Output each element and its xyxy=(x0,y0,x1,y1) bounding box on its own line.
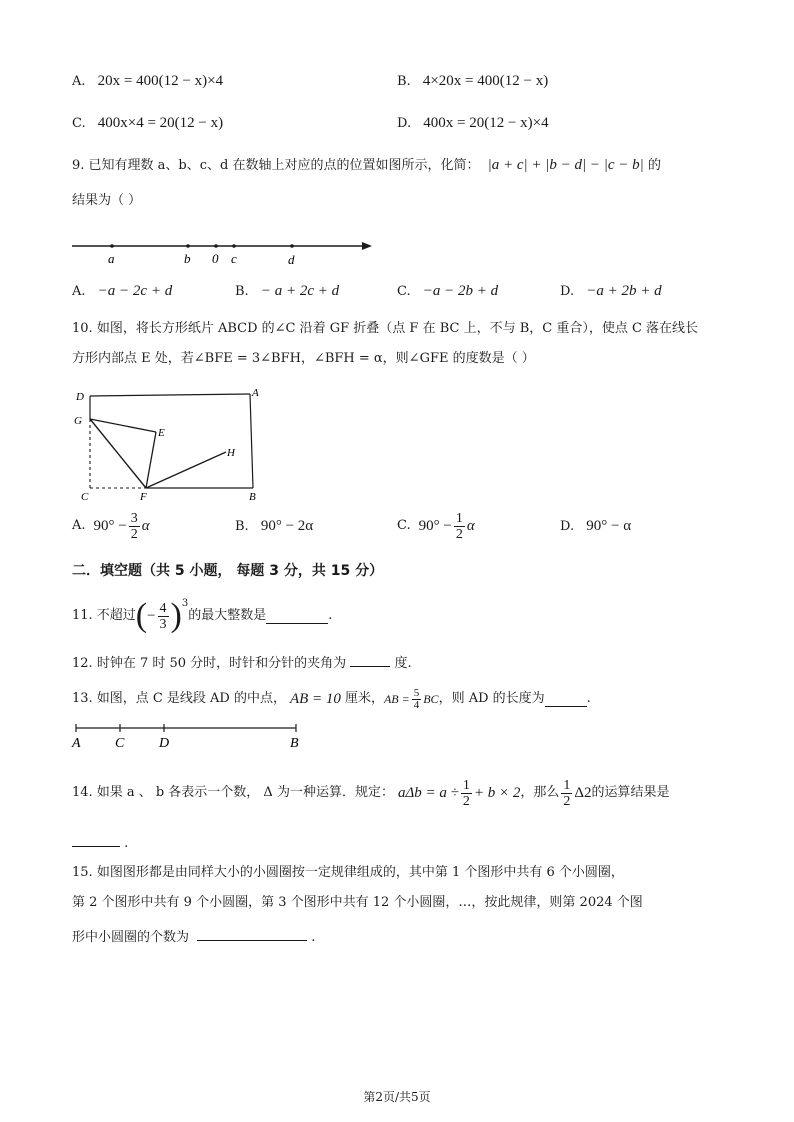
q10-option-b xyxy=(235,517,313,536)
answer-blank[interactable] xyxy=(350,652,390,667)
option-expr-pre: 90° − xyxy=(418,518,452,534)
q14-def-rhs: + b × 2 xyxy=(473,785,521,801)
q9-stem xyxy=(72,156,661,175)
q13-expr-1: AB = 10 xyxy=(289,691,341,707)
fraction-denominator: 3 xyxy=(159,616,167,632)
label-B: B xyxy=(249,491,256,503)
q13-end: . xyxy=(586,691,591,706)
fraction xyxy=(454,511,465,542)
option-expr: 400x = 20(12 − x)×4 xyxy=(423,115,549,131)
q9-stem-text: 已知有理数 a、b、c、d 在数轴上对应的点的位置如图所示，化简： xyxy=(88,158,480,173)
label-b: b xyxy=(184,251,191,266)
q13 xyxy=(72,682,591,716)
q11-sign: − xyxy=(147,608,156,624)
fraction-numerator: 3 xyxy=(130,510,138,526)
q9-stem-tail: 的 xyxy=(647,158,661,173)
q11-exponent: 3 xyxy=(181,598,189,609)
q12-text: 时钟在 7 时 50 分时，时针和分针的夹角为 xyxy=(96,656,347,671)
paren-left: ( xyxy=(135,597,148,634)
q11-end: . xyxy=(328,608,333,623)
q10-stem-text: 如图，将长方形纸片 ABCD 的∠C 沿着 GF 折叠（点 F 在 BC 上，不与 B，C 重合），使点 C 落在线长 xyxy=(96,321,699,336)
q14-q-rest: Δ2 xyxy=(574,785,592,801)
option-expr: 90° − 2α xyxy=(260,518,314,534)
option-expr-pre: 90° − xyxy=(93,518,127,534)
q14-text-1: 如果 a 、 b 各表示一个数， Δ 为一种运算．规定： xyxy=(96,785,394,800)
option-key: B. xyxy=(235,519,249,534)
segment-GE xyxy=(90,419,156,432)
q9-option-d xyxy=(560,282,662,301)
answer-blank[interactable] xyxy=(266,609,328,624)
option-key: D. xyxy=(397,116,412,131)
q14-def-lhs: aΔb = a ÷ xyxy=(397,785,459,801)
q10-stem-line-2: 方形内部点 E 处，若∠BFE = 3∠BFH，∠BFH = α，则∠GFE 的度数是（ ） xyxy=(72,351,535,366)
segment-FH xyxy=(146,452,226,488)
option-expr: −a − 2c + d xyxy=(97,283,173,299)
label-F: F xyxy=(140,491,147,503)
q13-segment-figure xyxy=(70,722,310,752)
option-key: D. xyxy=(560,519,575,534)
q11 xyxy=(72,594,332,638)
q11-text-post: 的最大整数是 xyxy=(188,608,267,623)
label-zero: 0 xyxy=(212,251,219,266)
q15-end: . xyxy=(311,930,316,945)
fraction xyxy=(412,688,422,711)
fraction xyxy=(561,778,572,809)
q10-option-d xyxy=(560,517,631,536)
question-number: 14. xyxy=(72,785,93,800)
q15-line-3 xyxy=(72,926,315,947)
q9-option-a xyxy=(72,282,172,301)
page-number: 第2页/共5页 xyxy=(363,1090,431,1104)
answer-blank[interactable] xyxy=(72,832,120,847)
label-C: C xyxy=(115,736,125,751)
q14-text-2: ，那么 xyxy=(520,785,560,800)
point-d xyxy=(290,244,294,248)
q8-option-a xyxy=(72,72,223,91)
point-c xyxy=(232,244,236,248)
option-key: B. xyxy=(235,284,249,299)
q12-unit: 度. xyxy=(394,656,412,671)
option-key: C. xyxy=(397,284,411,299)
q9-option-c xyxy=(397,282,498,301)
option-key: C. xyxy=(397,518,411,533)
q13-text-3: ，则 AD 的长度为 xyxy=(438,691,545,706)
option-key: A. xyxy=(72,284,86,299)
label-D: D xyxy=(76,391,84,403)
option-key: C. xyxy=(72,116,86,131)
q15-line-1 xyxy=(72,864,624,882)
label-a: a xyxy=(108,251,115,266)
number-line-arrow xyxy=(362,242,372,250)
option-expr: −a − 2b + d xyxy=(422,283,499,299)
label-H: H xyxy=(227,447,235,459)
fraction-denominator: 2 xyxy=(563,793,571,809)
fraction-numerator: 1 xyxy=(455,510,463,526)
label-E: E xyxy=(158,427,165,439)
q9-option-b xyxy=(235,282,339,301)
label-d: d xyxy=(288,252,295,267)
question-number: 11. xyxy=(72,608,93,623)
edge-DA xyxy=(90,394,250,396)
q9-abs-expression: |a + c| + |b − d| − |c − b| xyxy=(487,157,644,173)
q8-option-c xyxy=(72,114,223,133)
q10-option-c xyxy=(397,508,475,544)
answer-blank[interactable] xyxy=(545,692,587,707)
option-expr: − a + 2c + d xyxy=(260,283,340,299)
edge-AB xyxy=(250,394,253,488)
question-number: 15. xyxy=(72,865,93,880)
q12 xyxy=(72,652,412,673)
q10-rectangle-figure xyxy=(70,382,270,504)
fraction-denominator: 2 xyxy=(130,526,138,542)
label-B: B xyxy=(290,736,299,751)
q13-rhs: BC xyxy=(423,692,439,706)
q14-text-3: 的运算结果是 xyxy=(591,785,670,800)
option-expr-post: α xyxy=(141,518,150,534)
option-expr: 400x×4 = 20(12 − x) xyxy=(97,115,224,131)
fraction-numerator: 4 xyxy=(159,600,167,616)
segment-EF xyxy=(146,432,156,488)
option-key: A. xyxy=(72,74,86,89)
option-expr: 20x = 400(12 − x)×4 xyxy=(97,73,224,89)
fraction-denominator: 2 xyxy=(462,793,470,809)
fraction-denominator: 2 xyxy=(455,526,463,542)
q15-text-3: 形中小圆圈的个数为 xyxy=(72,930,190,945)
point-zero xyxy=(214,244,218,248)
fraction xyxy=(158,601,169,632)
q14-end: . xyxy=(124,836,129,851)
q13-text-1: 如图，点 C 是线段 AD 的中点， xyxy=(96,691,286,706)
question-number: 12. xyxy=(72,656,93,671)
question-number: 10. xyxy=(72,321,93,336)
label-G: G xyxy=(74,415,82,427)
q11-text-pre: 不超过 xyxy=(96,608,136,623)
q9-stem-line-2: 结果为（ ） xyxy=(72,193,142,208)
paren-right: ) xyxy=(170,597,182,634)
option-expr-post: α xyxy=(466,518,475,534)
fraction-numerator: 1 xyxy=(563,777,571,793)
option-expr: 4×20x = 400(12 − x) xyxy=(422,73,549,89)
q10-option-a xyxy=(72,508,150,544)
point-a xyxy=(110,244,114,248)
label-A: A xyxy=(252,387,259,399)
fraction xyxy=(461,778,472,809)
option-key: A. xyxy=(72,518,86,533)
fraction-denominator: 4 xyxy=(413,698,420,711)
q13-text-2: 厘米， xyxy=(344,691,384,706)
fraction-numerator: 1 xyxy=(462,777,470,793)
label-C: C xyxy=(81,491,89,503)
q13-lhs: AB = xyxy=(383,692,410,706)
fold-GF xyxy=(90,419,146,488)
option-key: B. xyxy=(397,74,411,89)
q15-text-1: 如图图形都是由同样大小的小圆圈按一定规律组成的，其中第 1 个图形中共有 6 个小圆圈， xyxy=(96,865,624,880)
label-A: A xyxy=(72,736,81,751)
q14-answer-line xyxy=(72,832,128,853)
q8-option-d xyxy=(397,114,549,133)
fraction-numerator: 5 xyxy=(413,686,420,699)
question-number: 13. xyxy=(72,691,93,706)
q9-number-line xyxy=(66,236,386,270)
option-expr: 90° − α xyxy=(586,518,632,534)
question-number: 9. xyxy=(72,158,85,173)
label-c: c xyxy=(231,251,237,266)
section-heading: 二．填空题（共 5 小题， 每题 3 分，共 15 分） xyxy=(72,563,384,579)
label-D: D xyxy=(159,736,170,751)
option-key: D. xyxy=(560,284,575,299)
point-b xyxy=(186,244,190,248)
q8-option-b xyxy=(397,72,548,91)
option-expr: −a + 2b + d xyxy=(586,283,662,299)
answer-blank[interactable] xyxy=(197,926,307,941)
q15-line-2: 第 2 个图形中共有 9 个小圆圈，第 3 个图形中共有 12 个小圆圈，…，按此规律，则第 2024 个图 xyxy=(72,895,643,910)
fraction xyxy=(129,511,140,542)
q14 xyxy=(72,774,670,812)
q10-stem-line-1 xyxy=(72,320,698,338)
